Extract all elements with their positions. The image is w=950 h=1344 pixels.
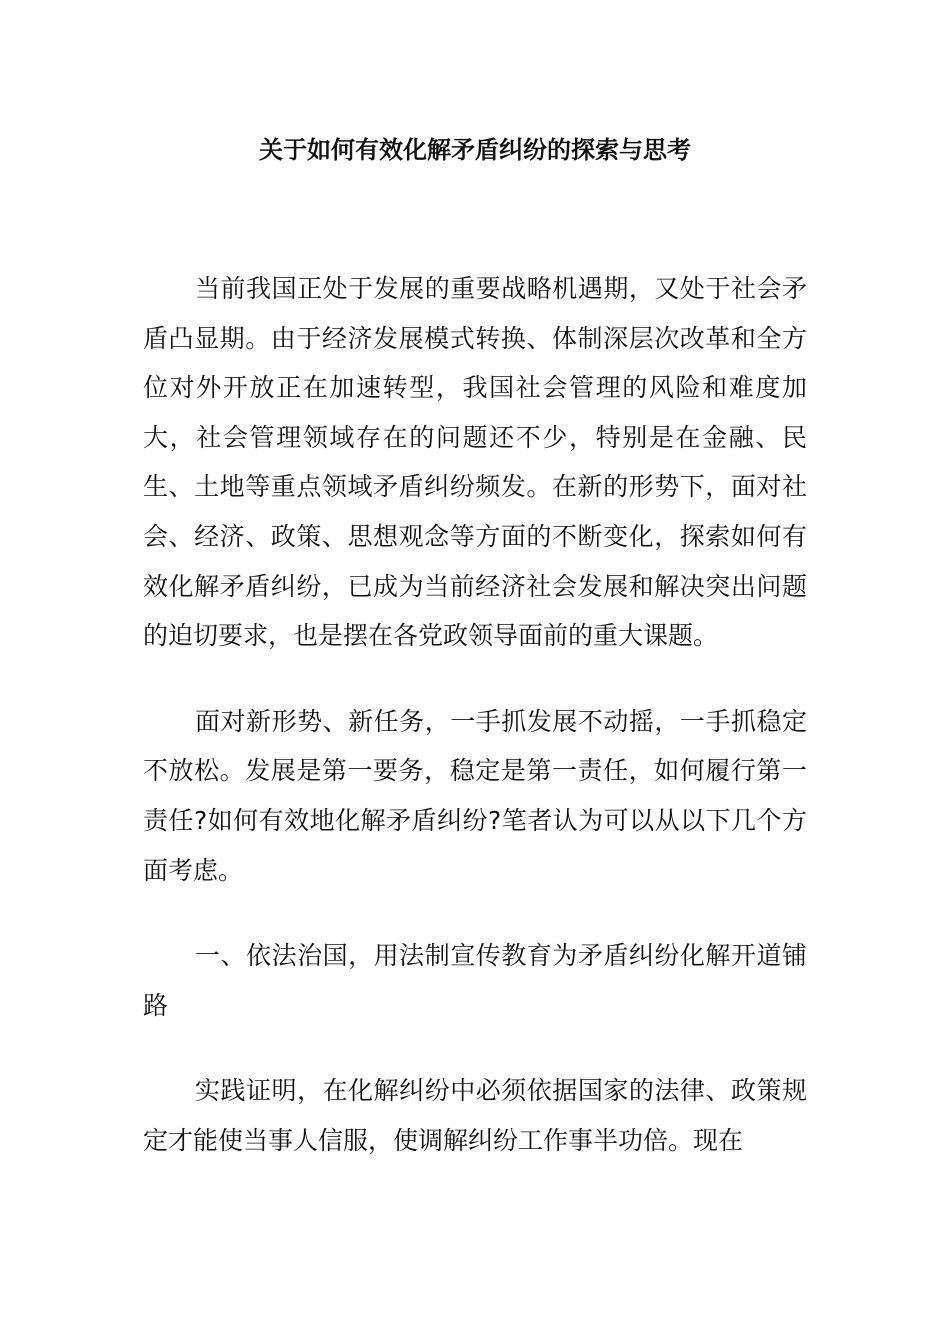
document-title: 关于如何有效化解矛盾纠纷的探索与思考 (259, 136, 691, 164)
paragraph-situation: 面对新形势、新任务，一手抓发展不动摇，一手抓稳定不放松。发展是第一要务，稳定是第一责任，如何履行第一责任?如何有效地化解矛盾纠纷?笔者认为可以从以下几个方面考虑。 (143, 706, 807, 885)
section-heading-1: 一、依法治国，用法制宣传教育为矛盾纠纷化解开道铺路 (143, 941, 807, 1020)
paragraph-intro: 当前我国正处于发展的重要战略机遇期，又处于社会矛盾凸显期。由于经济发展模式转换、体制深层次改革和全方位对外开放正在加速转型，我国社会管理的风险和难度加大，社会管理领域存在的问题还不少，特别是在金融、民生、土地等重点领域矛盾纠纷频发。在新的形势下，面对社会、经济、政策、思想观念等方面的不断变化，探索如何有效化解矛盾纠纷，已成为当前经济社会发展和解决突出问题的迫切要求，也是摆在各党政领导面前的重大课题。 (143, 274, 807, 651)
document-body (143, 264, 807, 1166)
paragraph-practice: 实践证明，在化解纠纷中必须依据国家的法律、政策规定才能使当事人信服，使调解纠纷工作事半功倍。现在 (143, 1076, 807, 1155)
